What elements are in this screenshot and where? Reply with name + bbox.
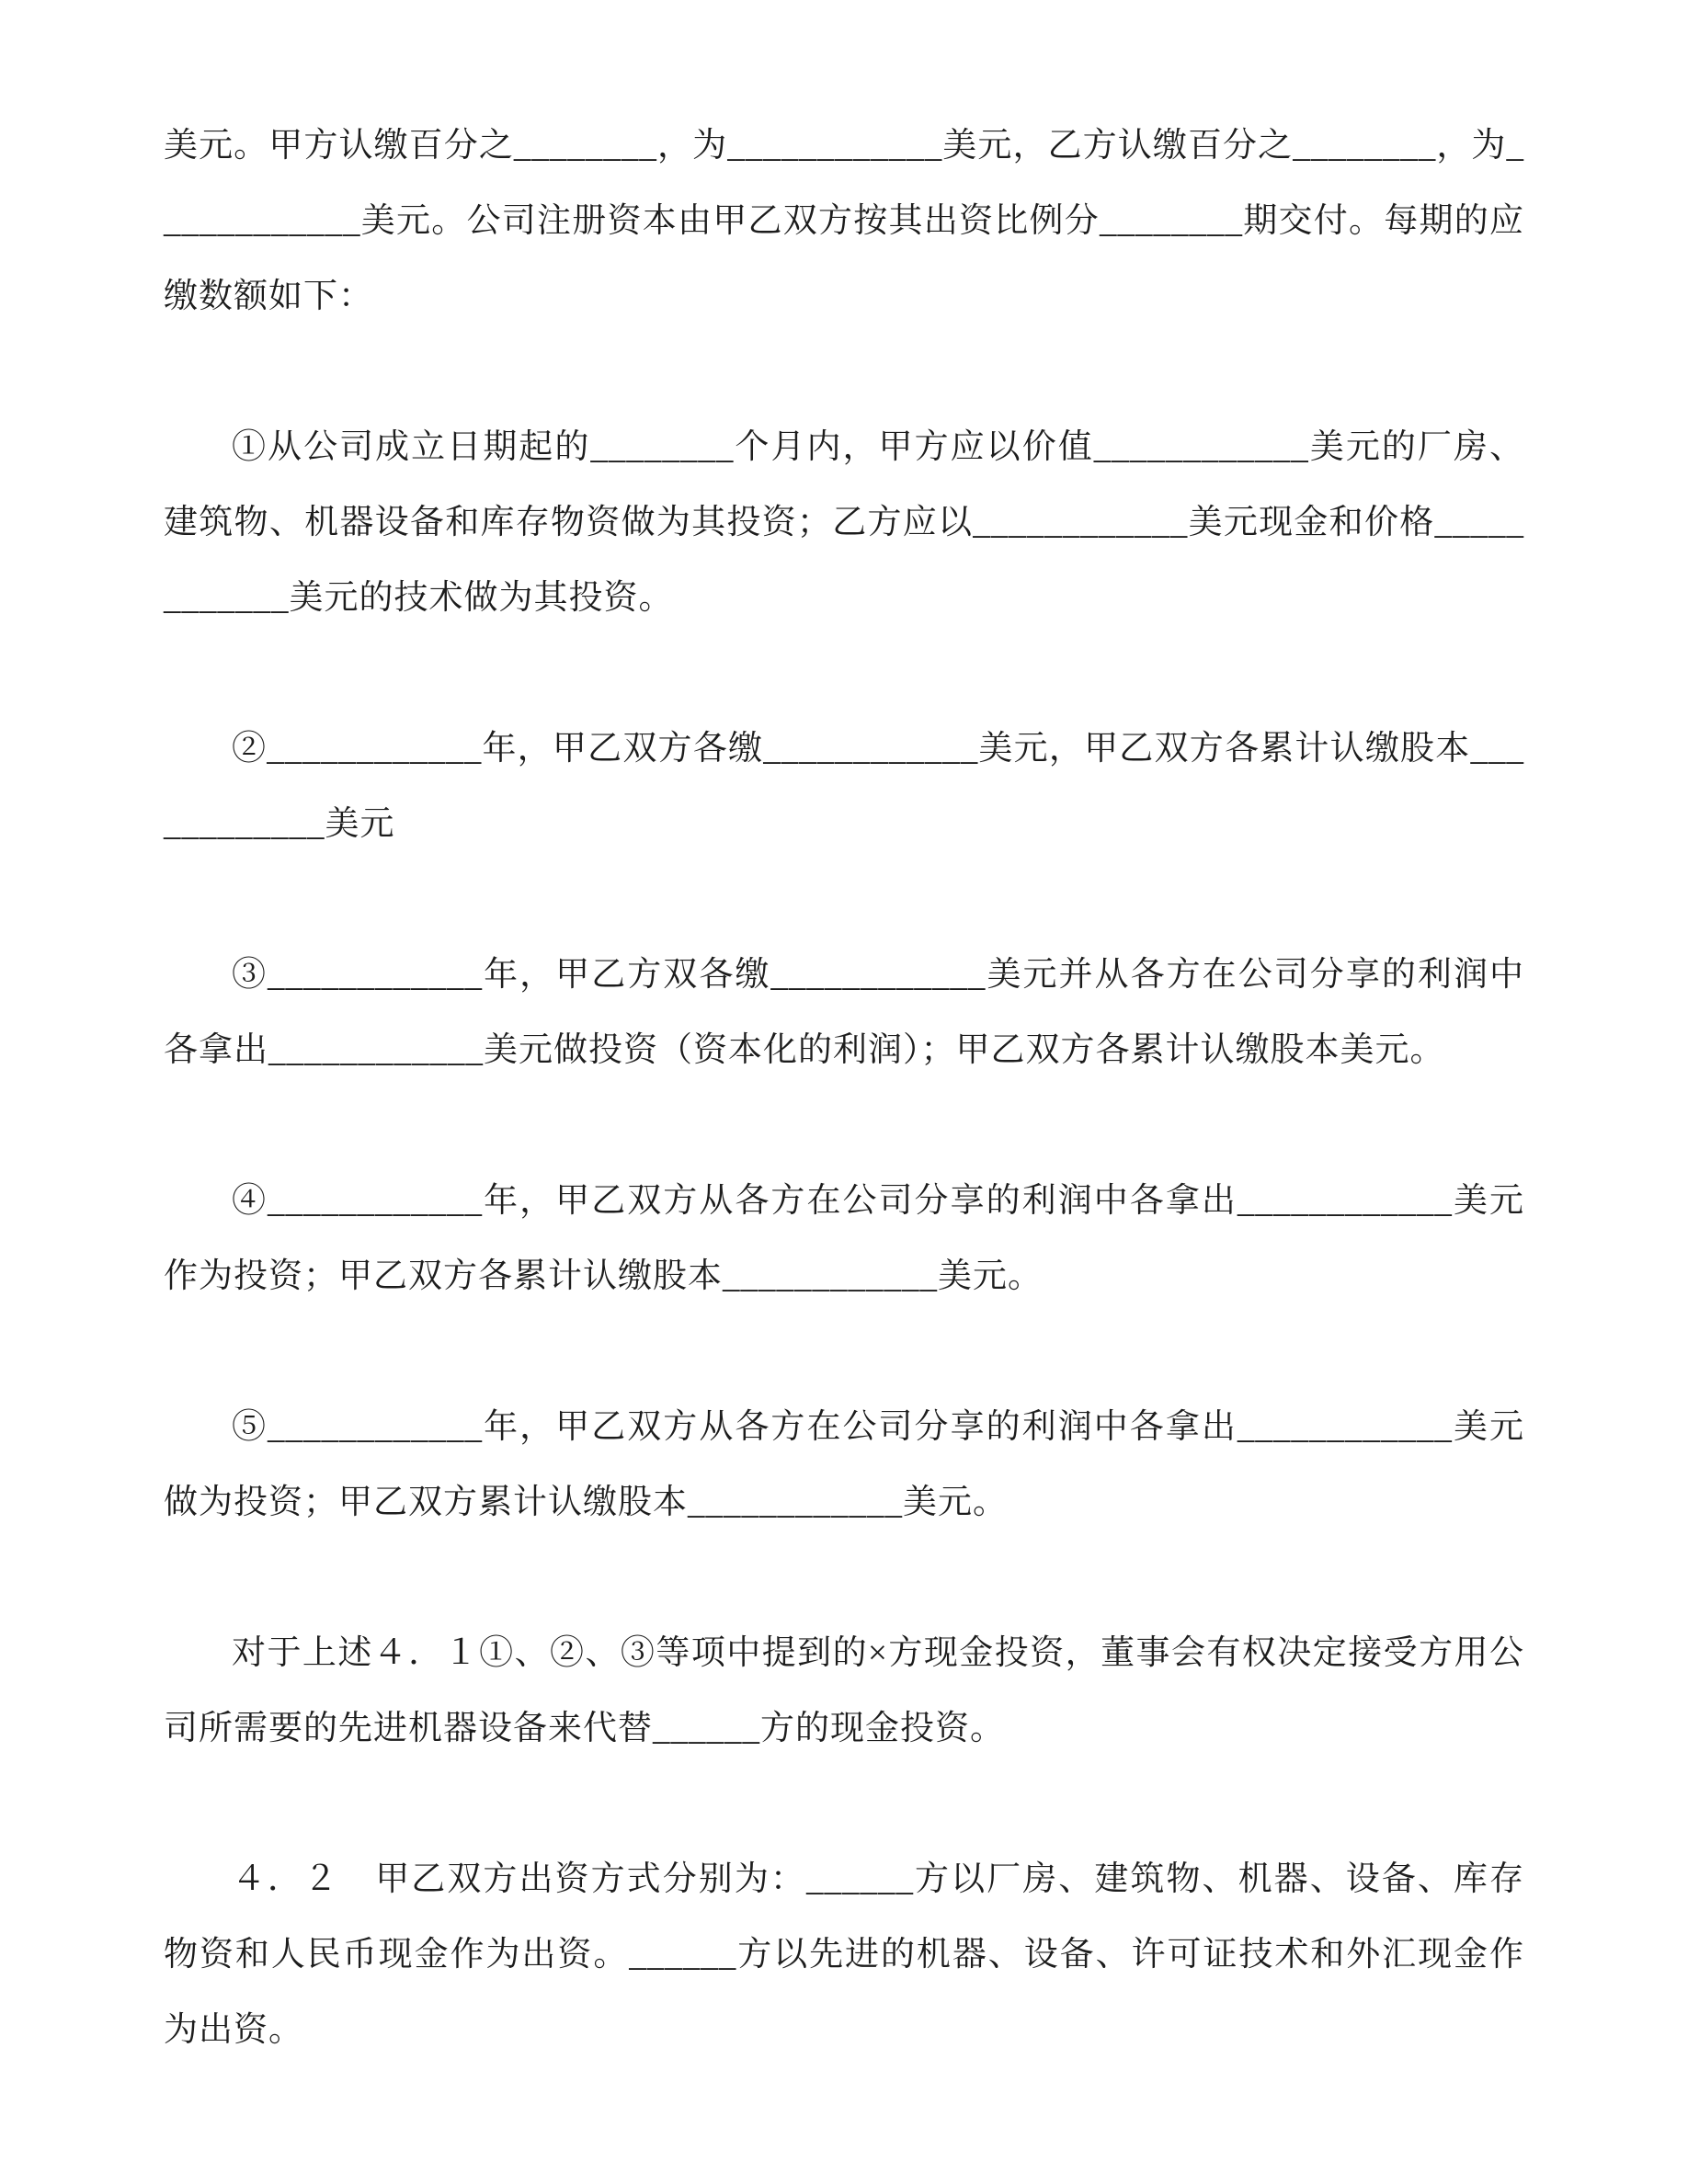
paragraph-installment-4: ④____________年，甲乙双方从各方在公司分享的利润中各拿出____________美元作为投资；甲乙双方各累计认缴股本____________美元。 [164, 1182, 1524, 1295]
paragraph-installment-1: ①从公司成立日期起的________个月内，甲方应以价值____________美元的厂房、建筑物、机器设备和库存物资做为其投资；乙方应以____________美元现金和价格____________美元的技术做为其投资。 [164, 428, 1524, 617]
paragraph-registered-capital: 美元。甲方认缴百分之________，为____________美元，乙方认缴百分之________，为____________美元。公司注册资本由甲乙双方按其出资比例分________期交付。每期的应缴数额如下： [164, 127, 1524, 315]
paragraph-installment-5: ⑤____________年，甲乙双方从各方在公司分享的利润中各拿出____________美元做为投资；甲乙双方累计认缴股本____________美元。 [164, 1408, 1524, 1521]
paragraph-installment-2: ②____________年，甲乙双方各缴____________美元，甲乙双方各累计认缴股本____________美元 [164, 730, 1524, 843]
paragraph-installment-3: ③____________年，甲乙方双各缴____________美元并从各方在公司分享的利润中各拿出____________美元做投资（资本化的利润）；甲乙双方各累计认缴股本美元。 [164, 956, 1524, 1069]
paragraph-4-2-contribution-methods: ４．２ 甲乙双方出资方式分别为：______方以厂房、建筑物、机器、设备、库存物资和人民币现金作为出资。______方以先进的机器、设备、许可证技术和外汇现金作为出资。 [164, 1860, 1524, 2049]
paragraph-board-substitution: 对于上述４．１①、②、③等项中提到的×方现金投资，董事会有权决定接受方用公司所需要的先进机器设备来代替______方的现金投资。 [164, 1634, 1524, 1747]
